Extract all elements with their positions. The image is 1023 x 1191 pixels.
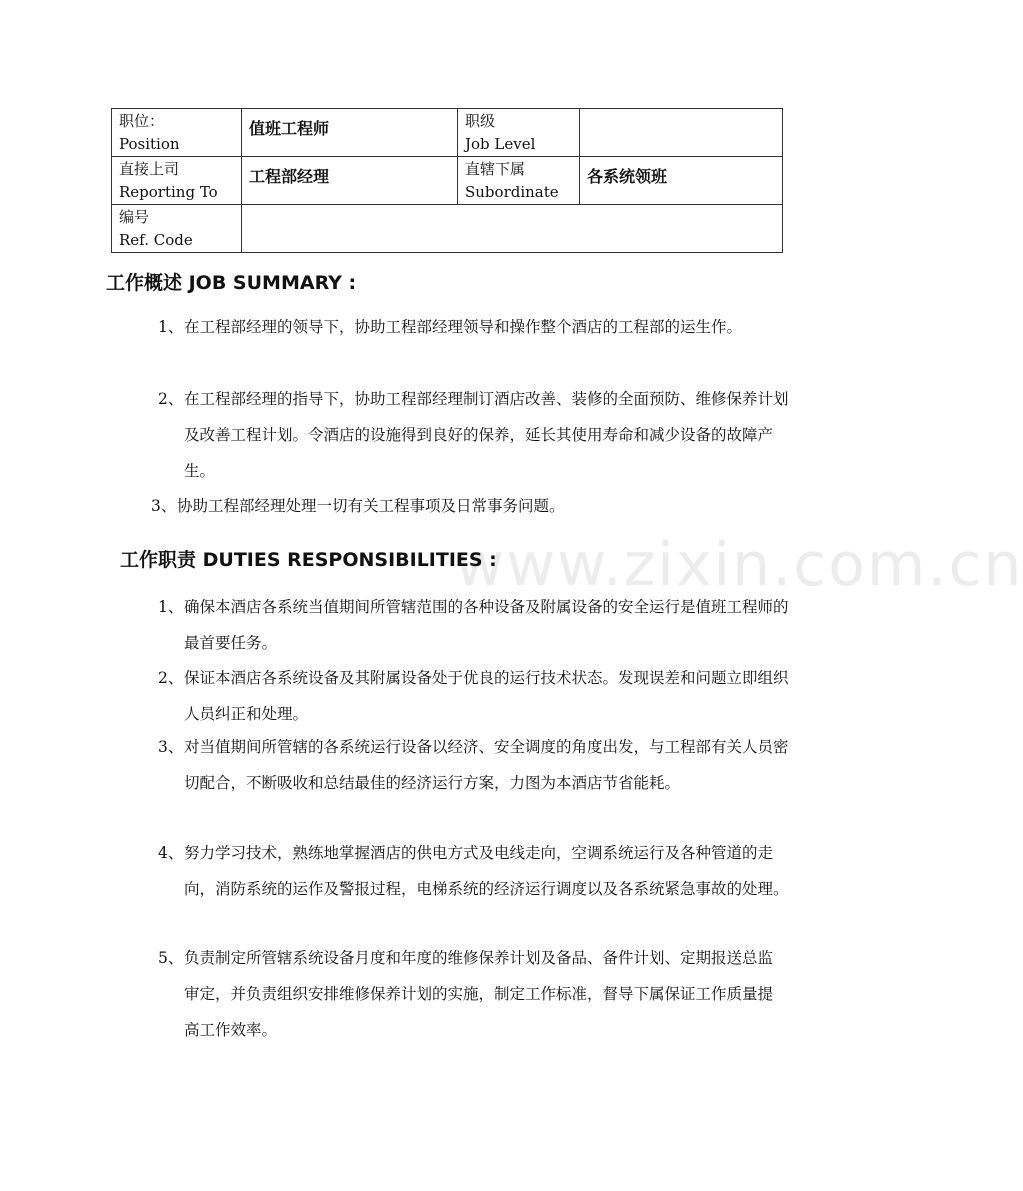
duty-item-1: 1、 确保本酒店各系统当值期间所管辖范围的各种设备及附属设备的安全运行是值班工程师的最首要任务。 [158, 598, 789, 652]
duties-heading: 工作职责 DUTIES RESPONSIBILITIES : [120, 549, 497, 571]
watermark: www.zixin.com.cn [455, 530, 1023, 600]
ref-code-value [242, 205, 783, 253]
table-row [112, 109, 783, 157]
position-value: 值班工程师 [242, 109, 458, 157]
reporting-to-label: 直接上司 Reporting To [112, 157, 242, 205]
job-level-label: 职级 Job Level [458, 109, 580, 157]
position-label: 职位： Position [112, 109, 242, 157]
duty-item-5: 5、 负责制定所管辖系统设备月度和年度的维修保养计划及备品、备件计划、定期报送总监审定，并负责组织安排维修保养计划的实施，制定工作标准，督导下属保证工作质量提高工作效率。 [158, 949, 774, 1039]
reporting-to-value: 工程部经理 [242, 157, 458, 205]
job-level-value [580, 109, 783, 157]
table-row [112, 157, 783, 205]
duty-item-4: 4、 努力学习技术，熟练地掌握酒店的供电方式及电线走向，空调系统运行及各种管道的走向，消防系统的运作及警报过程，电梯系统的经济运行调度以及各系统紧急事故的处理。 [158, 844, 789, 898]
subordinate-value: 各系统领班 [580, 157, 783, 205]
duty-item-3: 3、 对当值期间所管辖的各系统运行设备以经济、安全调度的角度出发，与工程部有关人员密切配合，不断吸收和总结最佳的经济运行方案，力图为本酒店节省能耗。 [158, 738, 789, 792]
summary-item-2: 2、 在工程部经理的指导下，协助工程部经理制订酒店改善、装修的全面预防、维修保养计划及改善工程计划。令酒店的设施得到良好的保养，延长其使用寿命和减少设备的故障产生。 [158, 390, 789, 480]
table-row [112, 205, 783, 253]
summary-item-3: 3、 协助工程部经理处理一切有关工程事项及日常事务问题。 [151, 497, 565, 515]
job-info-table [111, 108, 783, 253]
summary-item-1: 1、 在工程部经理的领导下，协助工程部经理领导和操作整个酒店的工程部的运生作。 [158, 318, 743, 336]
subordinate-label: 直辖下属 Subordinate [458, 157, 580, 205]
job-summary-heading: 工作概述 JOB SUMMARY : [106, 272, 357, 294]
ref-code-label: 编号 Ref. Code [112, 205, 242, 253]
duty-item-2: 2、 保证本酒店各系统设备及其附属设备处于优良的运行技术状态。发现误差和问题立即组织人员纠正和处理。 [158, 669, 789, 723]
